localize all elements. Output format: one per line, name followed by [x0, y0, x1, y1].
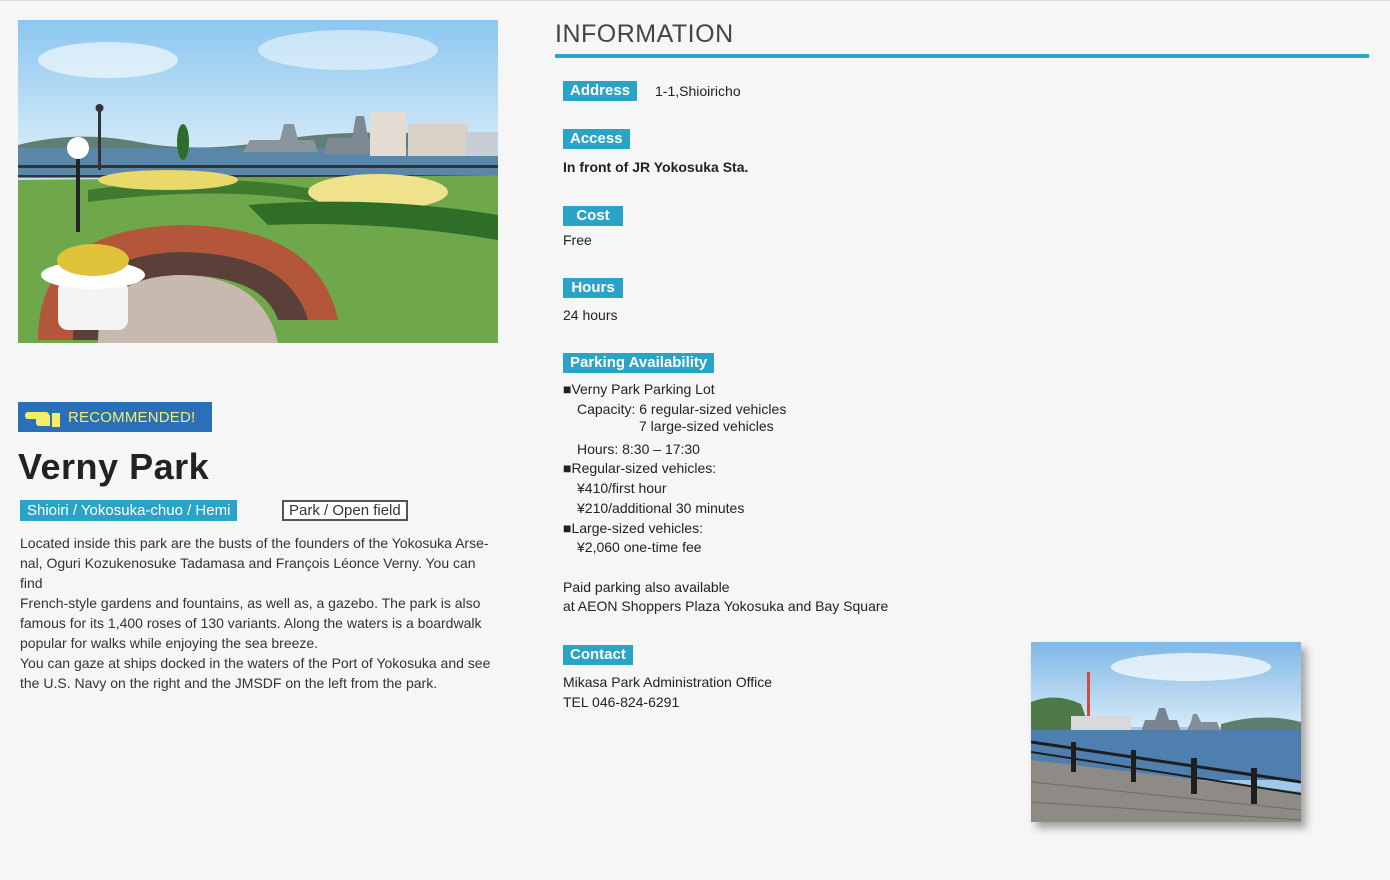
parking-regular-heading: ■Regular-sized vehicles: [563, 460, 717, 476]
description-line: the U.S. Navy on the right and the JMSDF on the left from the park. [20, 675, 438, 691]
access-value: In front of JR Yokosuka Sta. [563, 159, 749, 175]
description-line: popular for walks while enjoying the sea breeze. [20, 635, 319, 651]
category-tag[interactable]: Park / Open field [282, 500, 408, 521]
parking-capacity: Capacity: 6 regular-sized vehicles [577, 401, 787, 417]
top-border [0, 0, 1390, 1]
description-line: nal, Oguri Kozukenosuke Tadamasa and François Léonce Verny. You can find [20, 555, 476, 591]
cost-label: Cost [563, 206, 623, 226]
access-label: Access [563, 129, 630, 149]
park-description [20, 533, 500, 693]
recommended-badge [18, 402, 212, 432]
parking-regular-first-hour: ¥410/first hour [577, 480, 667, 496]
pointing-hand-icon [24, 406, 62, 428]
recommended-label: RECOMMENDED! [68, 408, 196, 426]
hours-value: 24 hours [563, 307, 618, 323]
address-label: Address [563, 81, 637, 101]
hours-label: Hours [563, 278, 623, 298]
page-title: Verny Park [18, 446, 210, 487]
cost-value: Free [563, 232, 592, 248]
parking-large-heading: ■Large-sized vehicles: [563, 520, 703, 536]
park-photo-garden [18, 20, 498, 343]
parking-regular-additional: ¥210/additional 30 minutes [577, 500, 745, 516]
information-divider [555, 54, 1369, 58]
park-photo-boardwalk [1031, 642, 1301, 822]
description-line: You can gaze at ships docked in the waters of the Port of Yokosuka and see [20, 655, 491, 671]
contact-label: Contact [563, 645, 633, 665]
contact-name: Mikasa Park Administration Office [563, 674, 773, 690]
address-value: 1-1,Shioiricho [655, 83, 741, 99]
description-line: Located inside this park are the busts of the founders of the Yokosuka Arse- [20, 535, 489, 551]
information-heading: INFORMATION [555, 20, 734, 48]
description-line: French-style gardens and fountains, as well as, a gazebo. The park is also [20, 595, 481, 611]
description-line: famous for its 1,400 roses of 130 variants. Along the waters is a boardwalk [20, 615, 482, 631]
parking-hours: Hours: 8:30 – 17:30 [577, 441, 700, 457]
parking-large-fee: ¥2,060 one-time fee [577, 539, 702, 555]
area-tag[interactable]: Shioiri / Yokosuka-chuo / Hemi [20, 500, 237, 521]
contact-tel[interactable]: TEL 046-824-6291 [563, 694, 680, 710]
parking-capacity-large: 7 large-sized vehicles [639, 418, 774, 434]
parking-alternative-locations: at AEON Shoppers Plaza Yokosuka and Bay Square [563, 598, 889, 614]
parking-label: Parking Availability [563, 353, 714, 373]
parking-lot-name: ■Verny Park Parking Lot [563, 381, 715, 397]
parking-alternative: Paid parking also available [563, 579, 730, 595]
